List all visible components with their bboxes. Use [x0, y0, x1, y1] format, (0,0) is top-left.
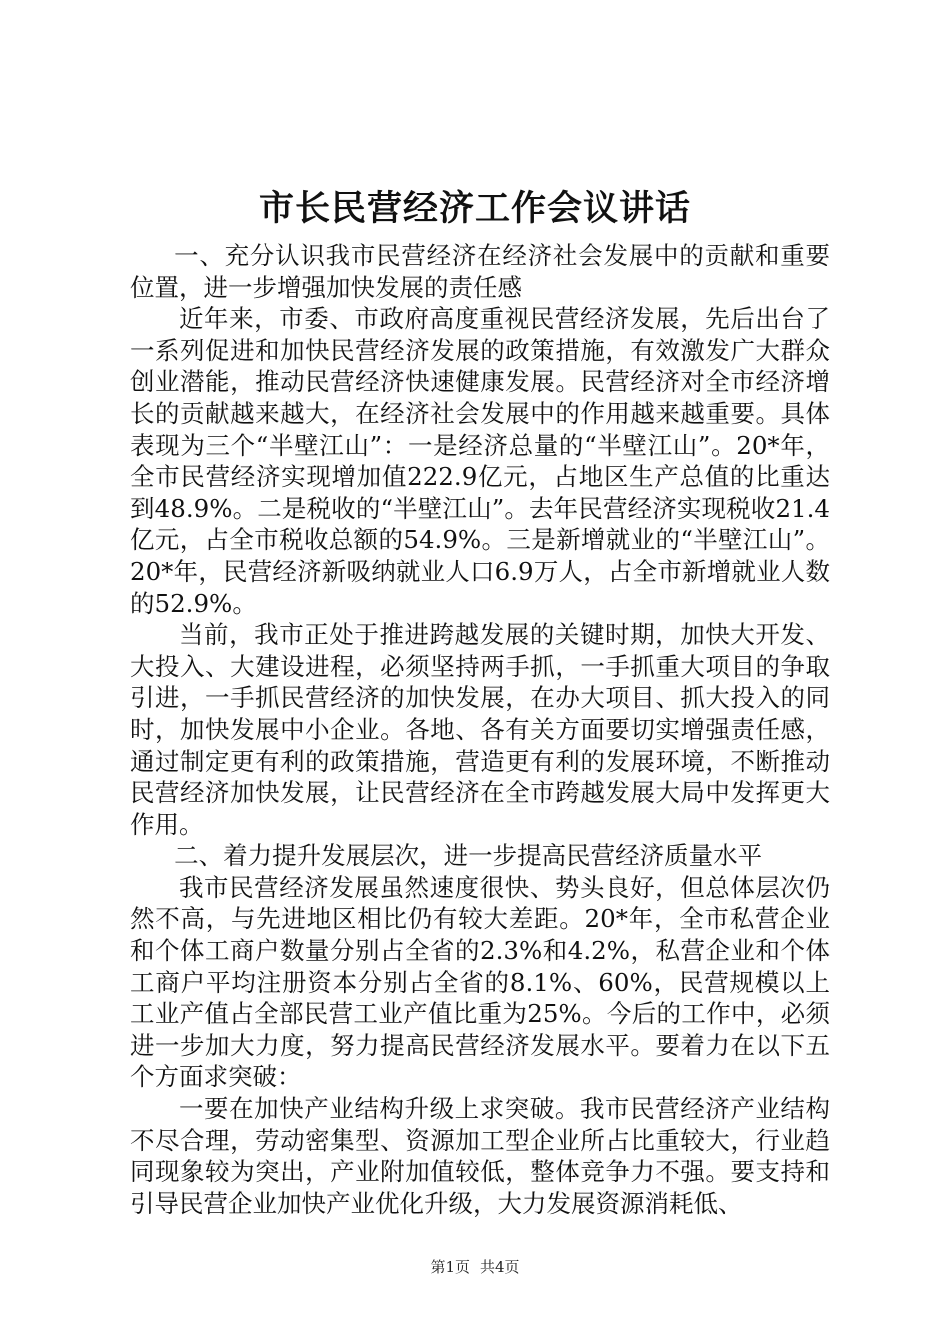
paragraph: 我市民营经济发展虽然速度很快、势头良好，但总体层次仍然不高，与先进地区相比仍有较大差距。20*年，全市私营企业和个体工商户数量分别占全省的2.3%和4.2%，私营企业和个体工商户平均注册资本分别占全省的8.1%、60%，民营规模以上工业产值占全部民营工业产值比重为25%。今后的工作中，必须进一步加大力度，努力提高民营经济发展水平。要着力在以下五个方面求突破： [130, 872, 830, 1092]
page-footer [0, 1257, 950, 1277]
section-heading-2: 二、着力提升发展层次，进一步提高民营经济质量水平 [174, 841, 763, 871]
paragraph: 当前，我市正处于推进跨越发展的关键时期，加快大开发、大投入、大建设进程，必须坚持两手抓，一手抓重大项目的争取引进，一手抓民营经济的加快发展，在办大项目、抓大投入的同时，加快发展中小企业。各地、各有关方面要切实增强责任感，通过制定更有利的政策措施，营造更有利的发展环境，不断推动民营经济加快发展，让民营经济在全市跨越发展大局中发挥更大作用。 [130, 620, 830, 839]
section-heading-1: 一、充分认识我市民营经济在经济社会发展中的贡献和重要位置，进一步增强加快发展的责任感 [130, 241, 830, 302]
page-number: 第1页 [430, 1258, 470, 1276]
document-body [130, 240, 830, 1219]
page-total: 共4页 [480, 1258, 520, 1276]
page-title: 市长民营经济工作会议讲话 [258, 188, 691, 229]
paragraph: 一要在加快产业结构升级上求突破。我市民营经济产业结构不尽合理，劳动密集型、资源加工型企业所占比重较大，行业趋同现象较为突出，产业附加值较低，整体竞争力不强。要支持和引导民营企业加快产业优化升级，大力发展资源消耗低、 [130, 1094, 830, 1218]
paragraph: 近年来，市委、市政府高度重视民营经济发展，先后出台了一系列促进和加快民营经济发展的政策措施，有效激发广大群众创业潜能，推动民营经济快速健康发展。民营经济对全市经济增长的贡献越来越大，在经济社会发展中的作用越来越重要。具体表现为三个“半壁江山”：一是经济总量的“半壁江山”。20*年，全市民营经济实现增加值222.9亿元，占地区生产总值的比重达到48.9%。二是税收的“半壁江山”。去年民营经济实现税收21.4亿元，占全市税收总额的54.9%。三是新增就业的“半壁江山”。20*年，民营经济新吸纳就业人口6.9万人，占全市新增就业人数的52.9%。 [130, 304, 830, 618]
